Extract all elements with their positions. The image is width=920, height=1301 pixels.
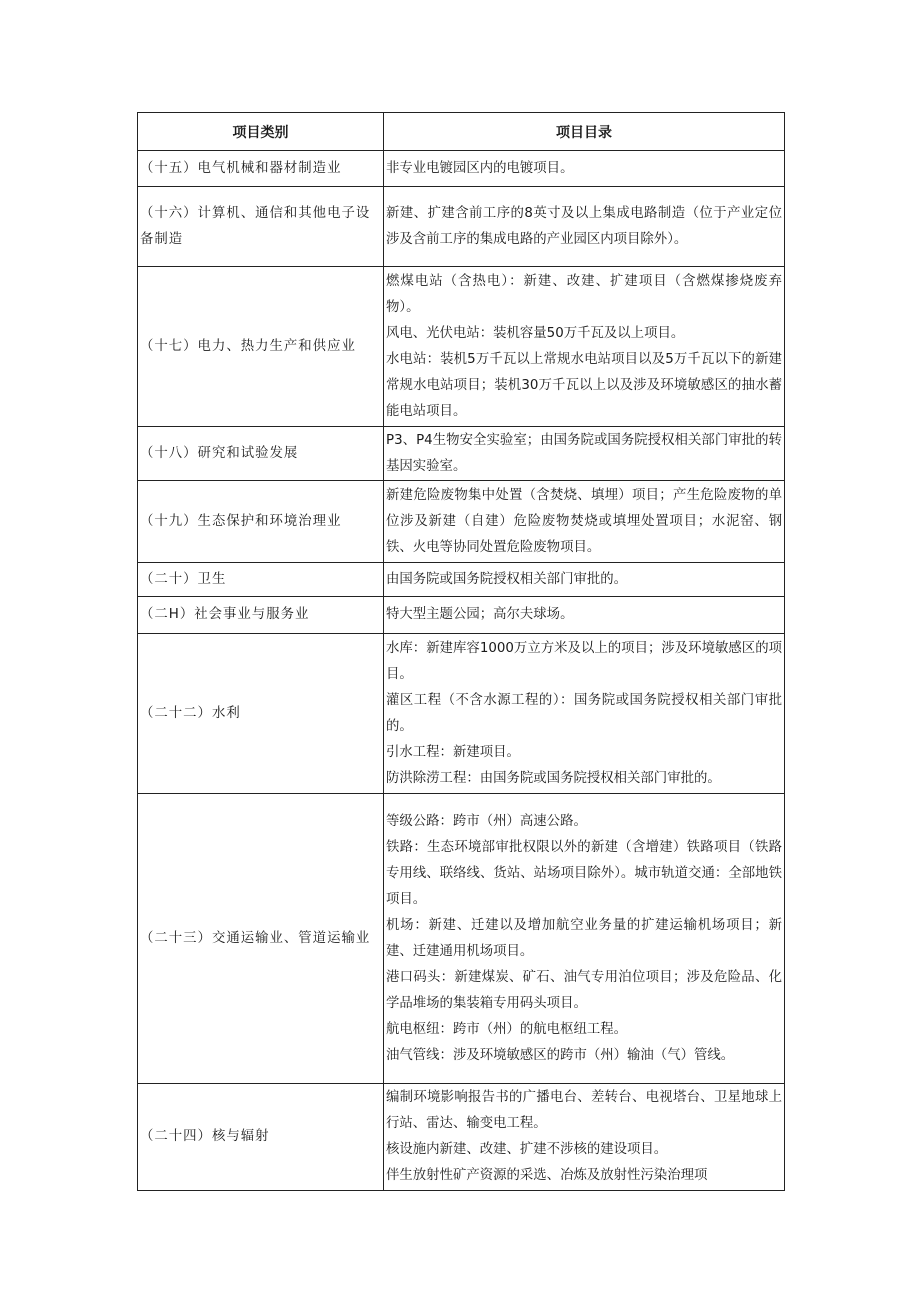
catalog-item: 油气管线：涉及环境敏感区的跨市（州）输油（气）管线。 [386,1047,735,1063]
catalog-cell [384,151,785,187]
category-cell: （十九）生态保护和环境治理业 [138,481,384,563]
table-row [138,634,785,794]
header-category: 项目类别 [138,113,384,151]
catalog-item: 风电、光伏电站：装机容量50万千瓦及以上项目。 [386,325,685,341]
catalog-item: 铁路：生态环境部审批权限以外的新建（含增建）铁路项目（铁路专用线、联络线、货站、站场项目除外）。城市轨道交通：全部地铁项目。 [386,839,782,907]
table-row [138,597,785,634]
catalog-cell [384,267,785,427]
catalog-item: 航电枢纽：跨市（州）的航电枢纽工程。 [386,1021,628,1037]
category-cell: （二十三）交通运输业、管道运输业 [138,794,384,1084]
category-cell: （二十二）水利 [138,634,384,794]
project-catalog-table [137,112,785,1191]
catalog-cell [384,597,785,634]
catalog-cell [384,481,785,563]
catalog-item: 引水工程：新建项目。 [386,744,520,760]
catalog-item: 港口码头：新建煤炭、矿石、油气专用泊位项目；涉及危险品、化学品堆场的集装箱专用码头项目。 [386,969,782,1011]
table-body [138,151,785,1191]
table-row [138,563,785,597]
category-cell: （二十）卫生 [138,563,384,597]
category-cell: （十八）研究和试验发展 [138,427,384,481]
catalog-item: P3、P4生物安全实验室；由国务院或国务院授权相关部门审批的转基因实验室。 [386,432,782,474]
table-row [138,427,785,481]
category-cell: （十六）计算机、通信和其他电子设备制造 [138,187,384,267]
table-header-row [138,113,785,151]
catalog-cell [384,634,785,794]
category-cell: （二H）社会事业与服务业 [138,597,384,634]
category-cell: （十七）电力、热力生产和供应业 [138,267,384,427]
catalog-item: 灌区工程（不含水源工程的）：国务院或国务院授权相关部门审批的。 [386,692,782,734]
table-row [138,481,785,563]
table-row [138,151,785,187]
header-catalog: 项目目录 [384,113,785,151]
catalog-cell [384,427,785,481]
catalog-cell [384,794,785,1084]
catalog-item: 新建、扩建含前工序的8英寸及以上集成电路制造（位于产业定位涉及含前工序的集成电路的产业园区内项目除外）。 [386,205,782,247]
catalog-item: 非专业电镀园区内的电镀项目。 [386,160,574,176]
table-row [138,267,785,427]
catalog-item: 核设施内新建、改建、扩建不涉核的建设项目。 [386,1142,668,1157]
catalog-item: 编制环境影响报告书的广播电台、差转台、电视塔台、卫星地球上行站、雷达、输变电工程。 [386,1090,782,1131]
catalog-item: 特大型主题公园；高尔夫球场。 [386,607,574,622]
catalog-item: 由国务院或国务院授权相关部门审批的。 [386,571,628,587]
catalog-item: 水电站：装机5万千瓦以上常规水电站项目以及5万千瓦以下的新建常规水电站项目；装机30万千瓦以上以及涉及环境敏感区的抽水蓄能电站项目。 [386,351,782,419]
catalog-cell [384,187,785,267]
category-cell: （二十四）核与辐射 [138,1084,384,1191]
catalog-item: 伴生放射性矿产资源的采选、冶炼及放射性污染治理项 [386,1168,708,1183]
catalog-item: 燃煤电站（含热电）：新建、改建、扩建项目（含燃煤掺烧废弃物）。 [386,273,782,315]
table-row [138,187,785,267]
catalog-item: 等级公路：跨市（州）高速公路。 [386,813,587,829]
category-cell: （十五）电气机械和器材制造业 [138,151,384,187]
table-row [138,794,785,1084]
table-row [138,1084,785,1191]
catalog-item: 新建危险废物集中处置（含焚烧、填埋）项目；产生危险废物的单位涉及新建（自建）危险废物焚烧或填埋处置项目；水泥窑、钢铁、火电等协同处置危险废物项目。 [386,487,782,555]
catalog-item: 防洪除涝工程：由国务院或国务院授权相关部门审批的。 [386,770,721,786]
catalog-cell [384,1084,785,1191]
catalog-item: 机场：新建、迁建以及增加航空业务量的扩建运输机场项目；新建、迁建通用机场项目。 [386,917,782,959]
catalog-item: 水库：新建库容1000万立方米及以上的项目；涉及环境敏感区的项目。 [386,640,782,682]
catalog-cell [384,563,785,597]
